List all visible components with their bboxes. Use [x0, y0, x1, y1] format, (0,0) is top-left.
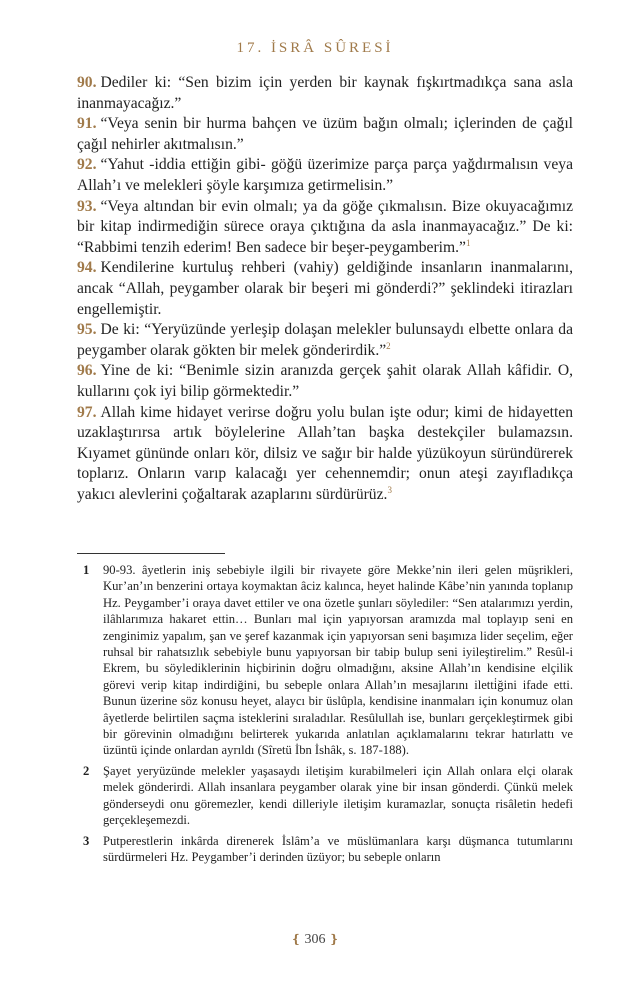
- verse-list: [77, 73, 573, 505]
- footnote-divider: [77, 553, 225, 554]
- verse-text: Allah kime hidayet verirse doğru yolu bulan işte odur; kimi de hidayetten uzaklaştırırsa artık böylelerine Allah’tan başka destekçiler bulamazsın. Kıyamet gününde onları kör, dilsiz ve sağır bir halde yüzükoyun süründürerek toplarız. Onların varıp kalacağı yer cehennemdir; onun ateşi zayıfladıkça yakıcı alevlerini çoğaltarak azaplarını sürdürürüz.: [77, 403, 573, 503]
- footnote-1: [77, 562, 573, 759]
- verse-92: [77, 155, 573, 196]
- running-header: 17. İSRÂ SÛRESİ: [236, 40, 394, 56]
- verse-90: [77, 73, 573, 114]
- verse-number: 92.: [77, 156, 97, 174]
- verse-text: “Veya senin bir hurma bahçen ve üzüm bağın olmalı; içlerinden de çağıl çağıl nehirler akıtmalısın.”: [77, 115, 573, 153]
- verse-93: [77, 197, 573, 259]
- page-footer: [0, 932, 630, 948]
- footnote-2: [77, 763, 573, 829]
- verse-number: 94.: [77, 259, 97, 277]
- verse-number: 96.: [77, 362, 97, 380]
- verse-text: Yine de ki: “Benimle sizin aranızda gerçek şahit olarak Allah kâfidir. O, kullarını çok iyi bilip görmektedir.”: [77, 362, 573, 400]
- verse-text: “Veya altından bir evin olmalı; ya da göğe çıkmalısın. Bize okuyacağımız bir kitap indirmediğin sürece oraya çıktığına da asla inanmayacağız.” De ki: “Rabbimi tenzih ederim! Ben sadece bir beşer-peygamberim.”: [77, 197, 573, 256]
- verse-text: “Yahut -iddia ettiğin gibi- göğü üzerimize parça parça yağdırmalısın veya Allah’ı ve melekleri şöyle karşımıza getirmelisin.”: [77, 156, 573, 194]
- page-number: 306: [304, 932, 326, 947]
- verse-96: [77, 361, 573, 402]
- footnote-number: 3: [83, 833, 90, 848]
- ornament-left-icon: ❴: [290, 932, 301, 946]
- verse-95: [77, 320, 573, 361]
- footnote-number: 1: [83, 563, 90, 577]
- verse-number: 91.: [77, 115, 97, 133]
- verse-text: Kendilerine kurtuluş rehberi (vahiy) geldiğinde insanların inanmalarını, ancak “Allah, peygamber olarak bir beşeri mi gönderdi?” şeklindeki itirazları engellemiştir.: [77, 259, 573, 318]
- verse-97: [77, 403, 573, 506]
- footnote-ref[interactable]: 2: [386, 340, 391, 351]
- footnote-number: 2: [83, 763, 90, 778]
- footnote-text: 90-93. âyetlerin iniş sebebiyle ilgili bir rivayete göre Mekke’nin ileri gelen müşrikleri, Kur’an’ın benzerini ortaya koymaktan âciz kalınca, heyet halinde Kâbe’nin yanında toplanıp Hz. Peygamber’i oraya davet ettiler ve ona özetle şunları söylediler: “Sen atalarımızı yerdin, ilâhlarımıza hakaret ettin… Bunları mal için yapıyorsan aramızda mal toplayıp seni en zenginimiz yapalım, şan ve şeref kazanmak için yapıyorsan seni başımıza lider seçelim, eğer ruhsal bir rahatsızlık sebebiyle bunu yapıyorsan bir tabip bulup seni iyileştirelim.” Resûl-i Ekrem, bu söylediklerinin hiçbirinin doğru olmadığını, aksine Allah’ın kendisine elçilik görevi verip kitap indirdiğini, bu sebeple onlara Allah’ın mesajlarını iletti̇ğini ifade etti. Bunun üzerine söz konusu heyet, alaycı bir üslûpla, kendisine inanmaları için konumuz olan âyetlerde belirtilen saçma isteklerini sıraladılar. Resûlullah ise, bunları gerçekleştirmek gibi bir görevinin olmadığını belirterek yukarıda anlatılan açıklamalarını tekrar hatırlattı ve üzüntü içinde onlardan ayrıldı (Sîretü İbn İshâk, s. 187-188).: [103, 563, 573, 758]
- footnotes: [77, 562, 573, 869]
- footnote-text: Putperestlerin inkârda direnerek İslâm’a ve müslümanlara karşı düşmanca tutumlarını sürdürmeleri Hz. Peygamber’i derinden üzüyor; bu sebeple onların: [103, 833, 573, 864]
- ornament-right-icon: ❵: [329, 932, 340, 946]
- footnote-text: Şayet yeryüzünde melekler yaşasaydı iletişim kurabilmeleri için Allah onlara elçi olarak melek gönderirdi. Allah insanlara peygamber olarak yine bir insan gönderdi. Çünkü melek gönderseydi onu göremezler, kendi dilleriyle iletişim kuramazlar, sonuçta risâletin hedefi gerçekleşemezdi.: [103, 763, 573, 828]
- verse-number: 93.: [77, 197, 97, 215]
- verse-94: [77, 258, 573, 320]
- verse-text: Dediler ki: “Sen bizim için yerden bir kaynak fışkırtmadıkça sana asla inanmayacağız.”: [77, 74, 573, 112]
- verse-number: 97.: [77, 403, 97, 421]
- verse-91: [77, 114, 573, 155]
- footnote-3: [77, 833, 573, 866]
- footnote-ref[interactable]: 1: [465, 237, 471, 248]
- verse-number: 90.: [77, 74, 97, 91]
- verse-text: De ki: “Yeryüzünde yerleşip dolaşan melekler bulunsaydı elbette onlara da peygamber olarak gökten bir melek gönderirdik.”: [77, 321, 573, 359]
- verse-number: 95.: [77, 321, 97, 339]
- footnote-ref[interactable]: 3: [387, 484, 392, 495]
